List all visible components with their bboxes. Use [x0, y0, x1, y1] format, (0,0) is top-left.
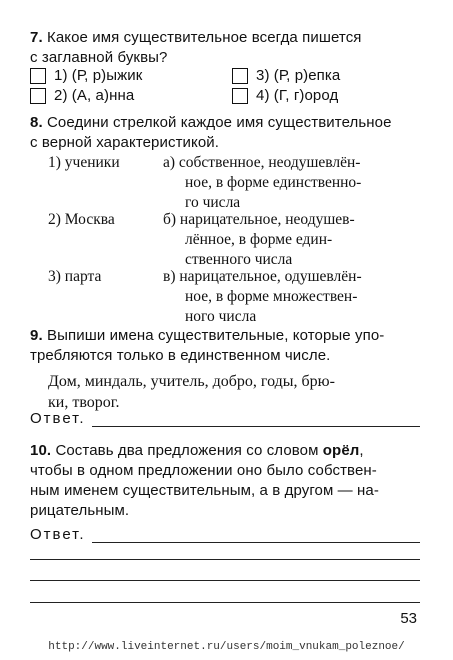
task-9-text-line1: Выпиши имена существительные, которые упо- — [47, 327, 385, 344]
footer-url: http://www.liveinternet.ru/users/moim_vnukam_poleznoe/ — [48, 641, 405, 653]
checkbox[interactable] — [232, 68, 248, 84]
option-label: 3) (Р, р)епка — [256, 67, 341, 84]
match-word[interactable]: 2) Москва — [48, 211, 115, 228]
match-description[interactable] — [163, 153, 423, 213]
desc-line: а) собственное, неодушевлён- — [163, 154, 361, 171]
word-list-line1: Дом, миндаль, учитель, добро, годы, брю- — [48, 373, 335, 390]
task-10-text-line2: чтобы в одном предложении оно было собствен- — [30, 462, 377, 479]
desc-line: в) нарицательное, одушевлён- — [163, 268, 362, 285]
task-10-text-part1: Составь два предложения со словом — [55, 442, 323, 459]
task-9-answer[interactable] — [30, 410, 420, 427]
task-10-text-part2: , — [359, 442, 364, 459]
task-7-option-3[interactable] — [232, 66, 340, 86]
option-label: 1) (Р, р)ыжик — [54, 67, 143, 84]
task-10-question — [30, 441, 422, 521]
answer-line[interactable] — [30, 559, 420, 560]
task-7-number: 7. — [30, 29, 43, 46]
task-7-option-4[interactable] — [232, 86, 338, 106]
answer-line[interactable] — [92, 412, 420, 427]
match-description[interactable] — [163, 267, 423, 327]
word-list-line2: ки, творог. — [48, 394, 120, 411]
checkbox[interactable] — [30, 88, 46, 104]
task-10-text-line4: рицательным. — [30, 502, 130, 519]
task-8-text-line2: с верной характеристикой. — [30, 134, 220, 151]
desc-line: ного числа — [185, 308, 257, 325]
checkbox[interactable] — [30, 68, 46, 84]
task-7-text-line2: с заглавной буквы? — [30, 49, 168, 66]
task-9-question — [30, 326, 422, 366]
desc-line: лённое, в форме един- — [185, 231, 333, 248]
match-word[interactable]: 3) парта — [48, 268, 102, 285]
answer-line[interactable] — [30, 580, 420, 581]
task-8-text-line1: Соедини стрелкой каждое имя существительное — [47, 114, 392, 131]
option-label: 4) (Г, г)ород — [256, 87, 339, 104]
task-8-question — [30, 113, 422, 153]
desc-line: го числа — [185, 194, 241, 211]
task-10-number: 10. — [30, 442, 52, 459]
desc-line: ное, в форме единственно- — [185, 174, 362, 191]
desc-line: ное, в форме множествен- — [185, 288, 358, 305]
answer-line[interactable] — [92, 528, 420, 543]
task-8-number: 8. — [30, 114, 43, 131]
option-label: 2) (А, а)нна — [54, 87, 135, 104]
task-7-question — [30, 28, 422, 68]
match-description[interactable] — [163, 210, 423, 270]
task-10-keyword: орёл — [322, 442, 360, 459]
task-10-text-line3: ным именем существительным, а в другом — на- — [30, 482, 379, 499]
task-9-number: 9. — [30, 327, 43, 344]
match-word[interactable]: 1) ученики — [48, 154, 120, 171]
task-7-option-2[interactable] — [30, 86, 134, 106]
answer-label: Ответ. — [30, 410, 86, 427]
task-7-option-1[interactable] — [30, 66, 142, 86]
task-9-word-list — [48, 371, 423, 413]
answer-line[interactable] — [30, 602, 420, 603]
checkbox[interactable] — [232, 88, 248, 104]
task-7-text-line1: Какое имя существительное всегда пишется — [47, 29, 362, 46]
desc-line: ственного числа — [185, 251, 293, 268]
page-number: 53 — [400, 610, 417, 627]
answer-label: Ответ. — [30, 526, 86, 543]
desc-line: б) нарицательное, неодушев- — [163, 211, 355, 228]
task-9-text-line2: требляются только в единственном числе. — [30, 347, 331, 364]
task-10-answer[interactable] — [30, 526, 420, 543]
